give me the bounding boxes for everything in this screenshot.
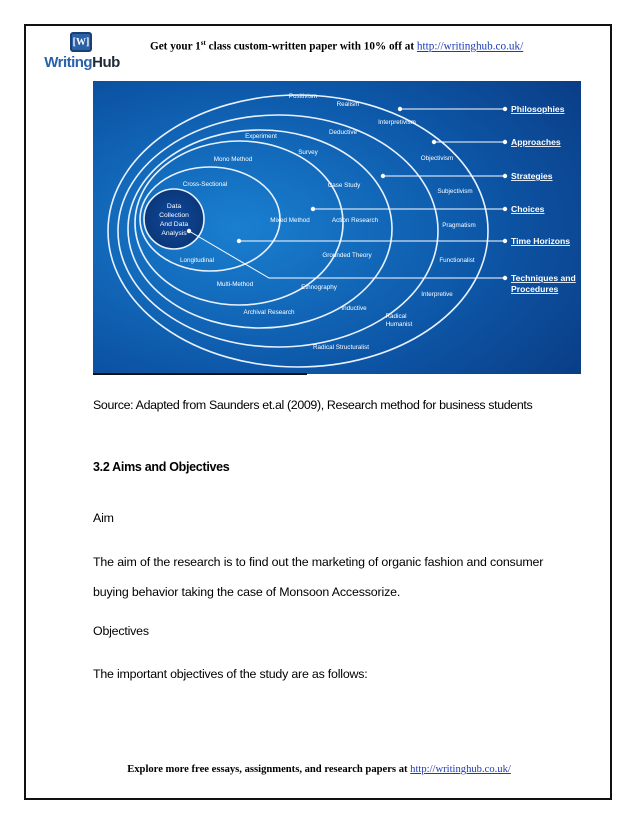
footer-link[interactable]: http://writinghub.co.uk/ bbox=[410, 764, 511, 775]
ring-core bbox=[144, 189, 204, 249]
core-line-4: Analysis bbox=[161, 230, 187, 237]
label-experiment: Experiment bbox=[245, 133, 277, 140]
leader-dot bbox=[311, 207, 315, 211]
aim-label: Aim bbox=[93, 511, 114, 525]
objectives-label: Objectives bbox=[93, 624, 149, 638]
logo-badge-icon: [W] bbox=[70, 32, 92, 52]
label-inductive: Inductive bbox=[341, 305, 367, 312]
layer-philosophies: Philosophies bbox=[511, 104, 565, 114]
label-subjectivism: Subjectivism bbox=[437, 188, 473, 195]
label-cross-sectional: Cross-Sectional bbox=[182, 181, 228, 188]
layer-techniques-1: Techniques and bbox=[511, 273, 576, 283]
header-prefix: Get your 1 bbox=[150, 40, 201, 53]
figure-caption: Source: Adapted from Saunders et.al (2009), Research method for business students bbox=[93, 398, 533, 412]
core-line-3: And Data bbox=[159, 221, 189, 228]
core-line-1: Data bbox=[166, 203, 182, 210]
leader-dot bbox=[503, 239, 507, 243]
logo-word-hub: Hub bbox=[92, 54, 120, 71]
label-survey: Survey bbox=[298, 149, 318, 156]
leader-dot bbox=[187, 229, 191, 233]
leader-dot bbox=[237, 239, 241, 243]
layer-techniques-2: Procedures bbox=[511, 284, 559, 294]
footer-text: Explore more free essays, assignments, and research papers at bbox=[127, 764, 411, 775]
footer-promo bbox=[0, 764, 638, 775]
core-line-2: Collection bbox=[159, 212, 189, 219]
logo-word-writing: Writing bbox=[44, 54, 93, 71]
header-middle: class custom-written paper with 10% off at bbox=[205, 40, 417, 53]
leader-dot bbox=[398, 107, 402, 111]
leader-dot bbox=[503, 140, 507, 144]
label-interpretive: Interpretive bbox=[421, 291, 453, 298]
aim-paragraph: The aim of the research is to find out the marketing of organic fashion and consumer buying behavior taking the case of Monsoon Accessorize. bbox=[93, 555, 544, 599]
header-promo bbox=[150, 39, 590, 53]
label-radical-structuralist: Radical Structuralist bbox=[313, 344, 369, 351]
label-mixed-method: Mixed Method bbox=[270, 217, 310, 224]
figure-underline bbox=[93, 373, 307, 375]
label-action-research: Action Research bbox=[331, 217, 379, 224]
label-grounded-theory: Grounded Theory bbox=[322, 252, 372, 259]
label-objectivism: Objectivism bbox=[420, 155, 454, 162]
label-archival-research: Archival Research bbox=[243, 309, 295, 316]
label-radical-humanist-2: Humanist bbox=[385, 321, 413, 328]
layer-strategies: Strategies bbox=[511, 171, 553, 181]
header-sup: st bbox=[200, 39, 206, 47]
label-pragmatism: Pragmatism bbox=[442, 222, 476, 229]
header-link[interactable]: http://writinghub.co.uk/ bbox=[416, 40, 524, 53]
writinghub-logo[interactable] bbox=[37, 30, 127, 74]
layer-approaches: Approaches bbox=[511, 137, 561, 147]
label-ethnography: Ethnography bbox=[301, 284, 337, 291]
objectives-intro: The important objectives of the study are as follows: bbox=[93, 667, 368, 681]
label-deductive: Deductive bbox=[328, 129, 358, 136]
layer-time-horizons: Time Horizons bbox=[511, 236, 571, 246]
label-positivism: Positivism bbox=[288, 93, 318, 100]
label-interpretivism: Interpretivism bbox=[378, 119, 416, 126]
leader-dot bbox=[503, 207, 507, 211]
leader-dot bbox=[503, 107, 507, 111]
logo-wordmark bbox=[37, 54, 127, 71]
layer-choices: Choices bbox=[511, 204, 545, 214]
leader-dot bbox=[432, 140, 436, 144]
label-realism: Realism bbox=[336, 101, 360, 108]
label-multi-method: Multi-Method bbox=[216, 281, 254, 288]
label-mono-method: Mono Method bbox=[213, 156, 253, 163]
leader-dot bbox=[381, 174, 385, 178]
label-radical-humanist-1: Radical bbox=[385, 313, 407, 320]
label-longitudinal: Longitudinal bbox=[180, 257, 214, 264]
section-heading: 3.2 Aims and Objectives bbox=[93, 460, 230, 474]
label-functionalist: Functionalist bbox=[439, 257, 475, 264]
research-onion-diagram bbox=[93, 81, 581, 374]
leader-dot bbox=[503, 174, 507, 178]
leader-dot bbox=[503, 276, 507, 280]
label-case-study: Case Study bbox=[327, 182, 361, 189]
